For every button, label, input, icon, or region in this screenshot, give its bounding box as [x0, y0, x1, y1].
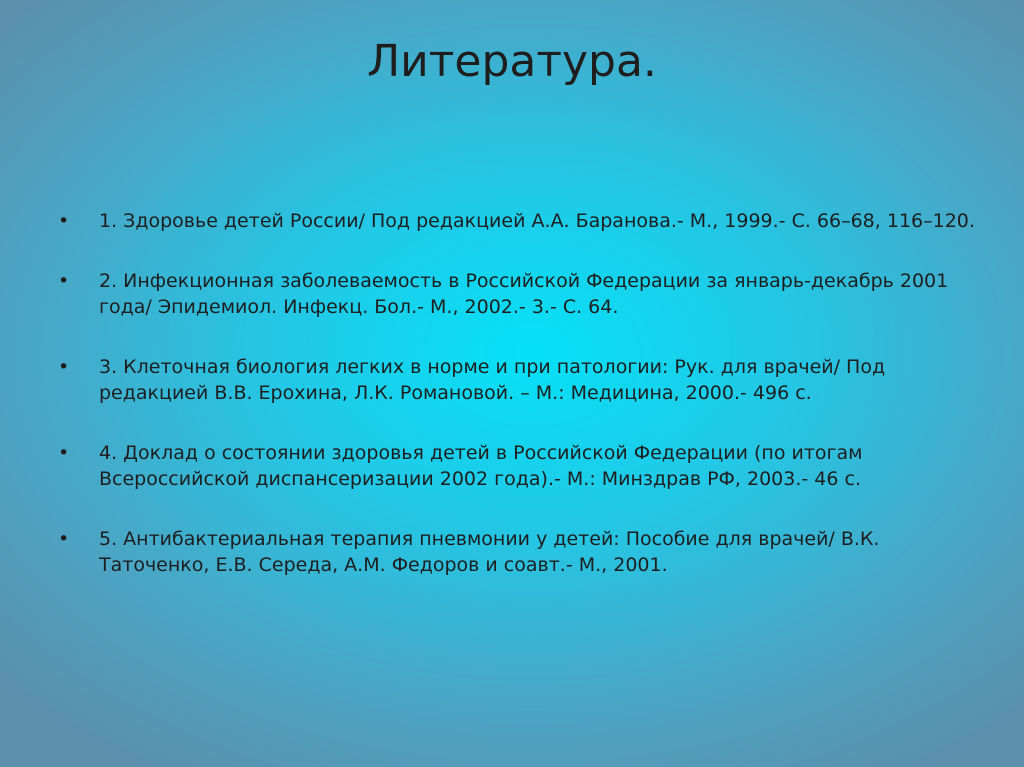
bullet-icon: •	[58, 442, 70, 464]
reference-list	[58, 208, 978, 612]
bullet-icon: •	[58, 528, 70, 550]
reference-item-4	[58, 440, 978, 492]
reference-item-5	[58, 526, 978, 578]
reference-text: 4. Доклад о состоянии здоровья детей в Российской Федерации (по итогам Всероссийской диспансеризации 2002 года).- М.: Минздрав РФ, 2003.- 46 с.	[99, 442, 863, 490]
reference-item-3	[58, 354, 978, 406]
reference-item-1	[58, 208, 978, 234]
bullet-icon: •	[58, 356, 70, 378]
slide-title: Литература.	[367, 36, 657, 87]
bullet-icon: •	[58, 210, 70, 232]
reference-text: 5. Антибактериальная терапия пневмонии у детей: Пособие для врачей/ В.К. Таточенко, Е.В. Середа, А.М. Федоров и соавт.- М., 2001.	[99, 528, 880, 576]
reference-item-2	[58, 268, 978, 320]
bullet-icon: •	[58, 270, 70, 292]
reference-text: 3. Клеточная биология легких в норме и при патологии: Рук. для врачей/ Под редакцией В.В. Ерохина, Л.К. Романовой. – М.: Медицина, 2000.- 496 с.	[99, 356, 886, 404]
reference-text: 1. Здоровье детей России/ Под редакцией А.А. Баранова.- М., 1999.- С. 66–68, 116–120.	[99, 210, 975, 232]
reference-text: 2. Инфекционная заболеваемость в Российской Федерации за январь-декабрь 2001 года/ Эпидемиол. Инфекц. Бол.- М., 2002.- 3.- С. 64.	[99, 270, 949, 318]
